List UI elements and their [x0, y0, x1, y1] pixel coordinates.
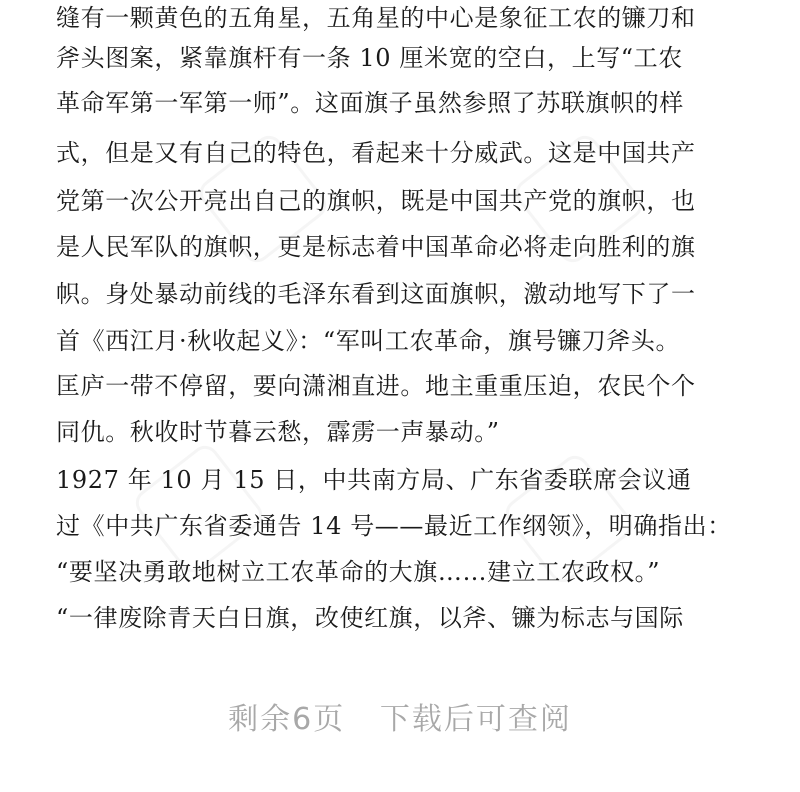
text-line: 首《西江月·秋收起义》：“军叫工农革命，旗号镰刀斧头。	[56, 327, 681, 355]
download-banner[interactable]	[0, 686, 800, 746]
text-line: 斧头图案，紧靠旗杆有一条 10 厘米宽的空白，上写“工农	[56, 44, 683, 72]
text-line: 帜。身处暴动前线的毛泽东看到这面旗帜，激动地写下了一	[56, 280, 696, 308]
text-line-indented: 1927 年 10 月 15 日，中共南方局、广东省委联席会议通	[56, 466, 692, 494]
text-line: “要坚决勇敢地树立工农革命的大旗……建立工农政权。”	[56, 558, 661, 586]
remaining-pages-text[interactable]: 剩余6页 下载后可查阅	[228, 702, 572, 737]
text-line: “一律废除青天白日旗，改使红旗，以斧、镰为标志与国际	[56, 604, 684, 632]
text-line: 式，但是又有自己的特色，看起来十分威武。这是中国共产	[56, 139, 696, 167]
text-line: 同仇。秋收时节暮云愁，霹雳一声暴动。”	[56, 418, 500, 446]
text-line: 党第一次公开亮出自己的旗帜，既是中国共产党的旗帜，也	[56, 187, 696, 215]
text-line: 革命军第一军第一师”。这面旗子虽然参照了苏联旗帜的样	[56, 89, 684, 117]
text-line: 匡庐一带不停留，要向潇湘直进。地主重重压迫，农民个个	[56, 372, 696, 400]
text-line: 过《中共广东省委通告 14 号——最近工作纲领》，明确指出：	[56, 512, 732, 540]
text-line: 是人民军队的旗帜，更是标志着中国革命必将走向胜利的旗	[56, 233, 696, 261]
text-line: 缝有一颗黄色的五角星，五角星的中心是象征工农的镰刀和	[56, 4, 696, 32]
